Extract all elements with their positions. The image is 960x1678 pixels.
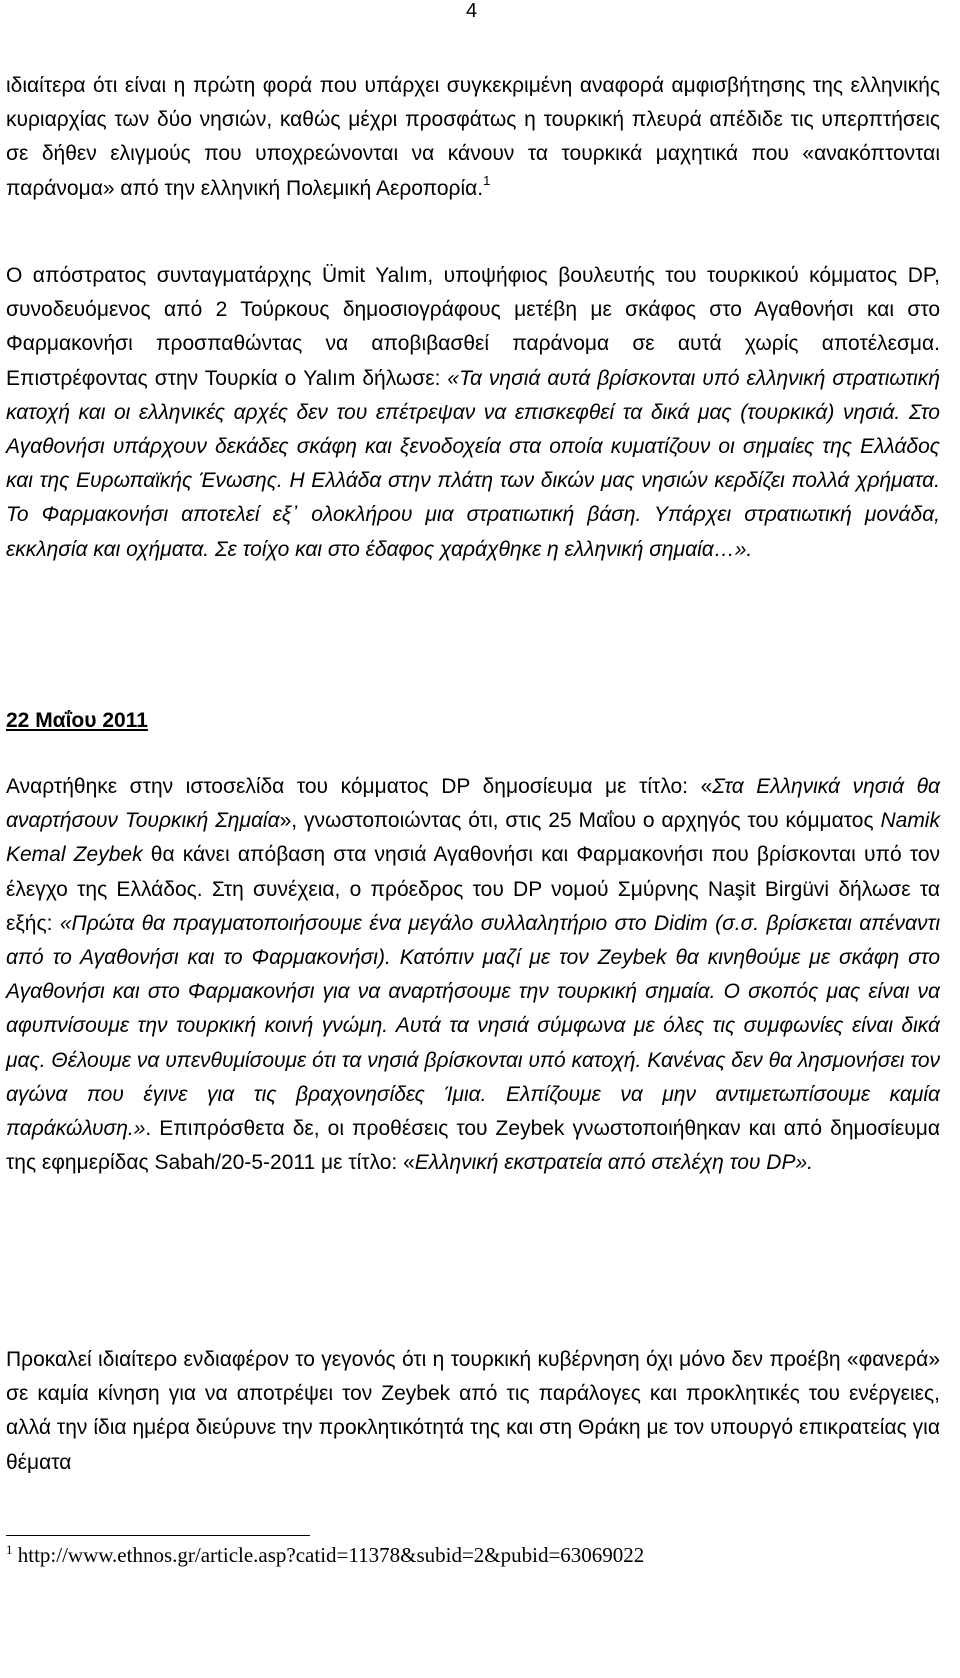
footnote	[6, 1540, 644, 1570]
paragraph-2-intro: Ο απόστρατος συνταγματάρχης Ümit Yalım, υποψήφιος βουλευτής του τουρκικού κόμματος DP, συνοδευόμενος από 2 Τούρκους δημοσιογράφους μετέβη με σκάφος στο Αγαθονήσι και στο Φαρμακονήσι προσπαθώντας να αποβιβασθεί παράνομα σε αυτά χωρίς αποτέλεσμα. Επιστρέφοντας στην Τουρκία ο Yalım δήλωσε:	[6, 264, 940, 390]
date-heading: 22 Μαΐου 2011	[6, 709, 148, 732]
paragraph-3-title2: Ελληνική εκστρατεία από στελέχη του DP».	[414, 1151, 813, 1175]
paragraph-1-text: ιδιαίτερα ότι είναι η πρώτη φορά που υπάρχει συγκεκριμένη αναφορά αμφισβήτησης της ελληνικής κυριαρχίας των δύο νησιών, καθώς μέχρι προσφάτως η τουρκική πλευρά απέδιδε τις υπερπτήσεις σε δήθεν ελιγμούς που υποχρεώνονται να κάνουν τα τουρκικά μαχητικά που «ανακόπτονται παράνομα» από την ελληνική Πολεμική Αεροπορία.	[6, 74, 940, 200]
page-number: 4	[466, 0, 478, 22]
footnote-divider	[6, 1535, 310, 1536]
paragraph-4	[6, 1343, 940, 1480]
paragraph-3-part1: Αναρτήθηκε στην ιστοσελίδα του κόμματος DP δημοσίευμα με τίτλο: «	[6, 775, 713, 798]
paragraph-3-part4: . Επιπρόσθετα δε, οι προθέσεις του Zeybek γνωστοποιήθηκαν και από δημοσίευμα της εφημερίδας Sabah/20-5-2011 με τίτλο: «	[6, 1117, 940, 1175]
footnote-link[interactable]: http://www.ethnos.gr/article.asp?catid=11378&subid=2&pubid=63069022	[17, 1543, 645, 1567]
footnote-number: 1	[6, 1542, 13, 1557]
paragraph-3-name: Namik Kemal Zeybek	[6, 809, 940, 867]
paragraph-3-part2: », γνωστοποιώντας ότι, στις 25 Μαΐου ο αρχηγός του κόμματος	[279, 809, 881, 833]
footnote-reference[interactable]: 1	[483, 172, 491, 188]
paragraph-3	[6, 770, 940, 1180]
paragraph-2	[6, 259, 940, 567]
paragraph-3-quote: «Πρώτα θα πραγματοποιήσουμε ένα μεγάλο συλλαλητήριο στο Didim (σ.σ. βρίσκεται απέναντι από το Αγαθονήσι και το Φαρμακονήσι). Κατόπιν μαζί με τον Zeybek θα κινηθούμε με σκάφη στο Αγαθονήσι και στο Φαρμακονήσι για να αναρτήσουμε την τουρκική σημαία. Ο σκοπός μας είναι να αφυπνίσουμε την τουρκική κοινή γνώμη. Αυτά τα νησιά σύμφωνα με όλες τις συμφωνίες είναι δικά μας. Θέλουμε να υπενθυμίσουμε ότι τα νησιά βρίσκονται υπό κατοχή. Κανένας δεν θα λησμονήσει τον αγώνα που έγινε για τις βραχονησίδες Ίμια. Ελπίζουμε να μην αντιμετωπίσουμε καμία παράκώλυση.»	[6, 911, 941, 1141]
paragraph-3-title1: Στα Ελληνικά νησιά θα αναρτήσουν Τουρκική Σημαία	[6, 775, 940, 833]
paragraph-3-part3: θα κάνει απόβαση στα νησιά Αγαθονήσι και Φαρμακονήσι που βρίσκονται υπό τον έλεγχο της Ελλάδος. Στη συνέχεια, ο πρόεδρος του DP νομού Σμύρνης Naşit Birgüvi δήλωσε τα εξής:	[6, 843, 941, 935]
paragraph-2-quote: «Τα νησιά αυτά βρίσκονται υπό ελληνική στρατιωτική κατοχή και οι ελληνικές αρχές δεν του επέτρεψαν να επισκεφθεί τα δικά μας (τουρκικά) νησιά. Στο Αγαθονήσι υπάρχουν δεκάδες σκάφη και ξενοδοχεία στα οποία κυματίζουν οι σημαίες της Ελλάδος και της Ευρωπαϊκής Ένωσης. Η Ελλάδα στην πλάτη των δικών μας νησιών κερδίζει πολλά χρήματα. Το Φαρμακονήσι αποτελεί εξ᾽ ολοκλήρου μια στρατιωτική βάση. Υπάρχει στρατιωτική μονάδα, εκκλησία και οχήματα. Σε τοίχο και στο έδαφος χαράχθηκε η ελληνική σημαία…».	[6, 366, 940, 561]
paragraph-4-text: Προκαλεί ιδιαίτερο ενδιαφέρον το γεγονός ότι η τουρκική κυβέρνηση όχι μόνο δεν προέβη «φανερά» σε καμία κίνηση για να αποτρέψει τον Zeybek από τις παράλογες και προκλητικές του ενέργειες, αλλά την ίδια ημέρα διεύρυνε την προκλητικότητά της και στη Θράκη με τον υπουργό επικρατείας για θέματα	[6, 1348, 940, 1474]
paragraph-1	[6, 69, 940, 206]
